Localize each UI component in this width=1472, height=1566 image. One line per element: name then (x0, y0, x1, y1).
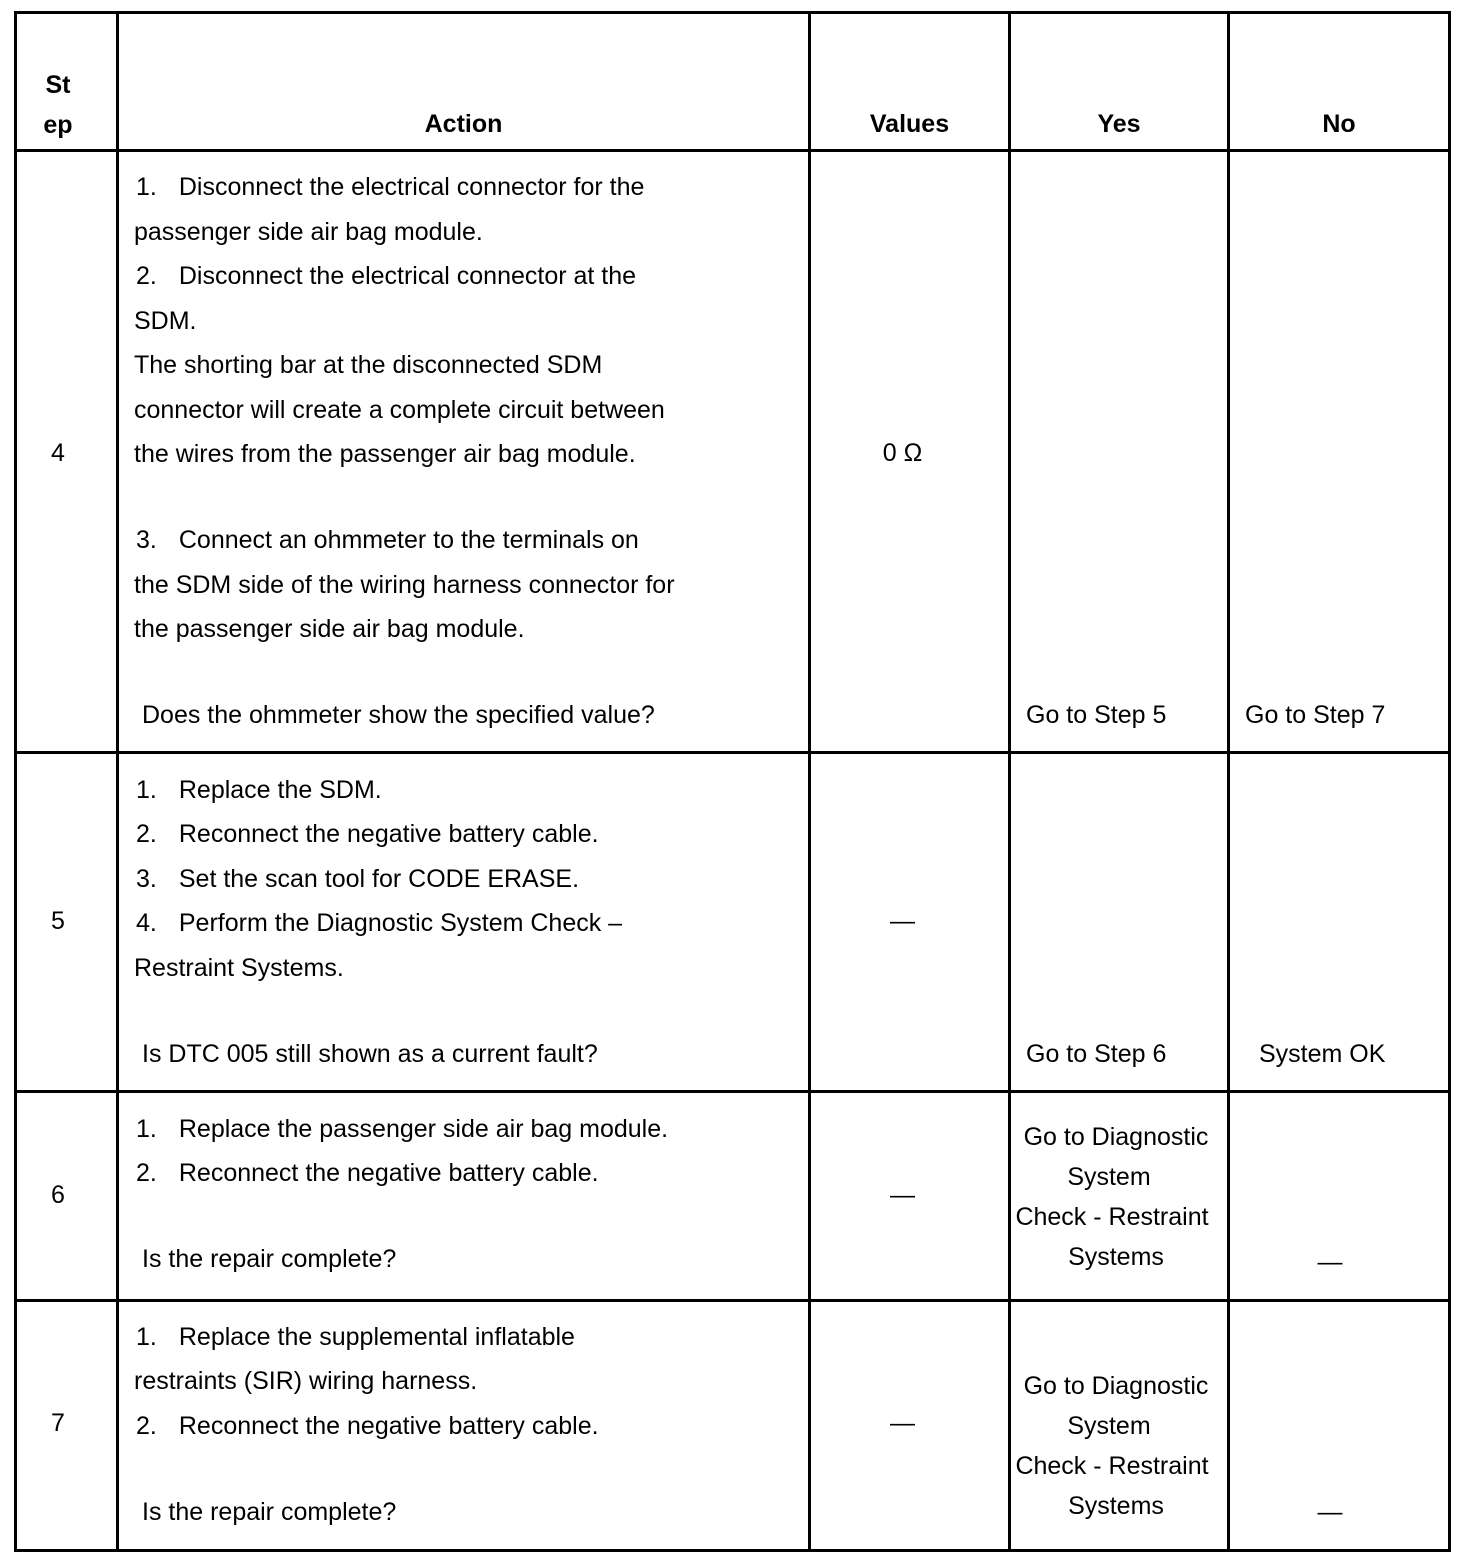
yes-result-line: Systems (1068, 1492, 1164, 1520)
action-text: Replace the passenger side air bag module. (178, 1115, 669, 1143)
step-number: 7 (51, 1409, 65, 1437)
row-divider (14, 751, 1451, 754)
action-line (136, 173, 644, 201)
action-question: Is the repair complete? (142, 1245, 397, 1273)
diagnostic-table (14, 11, 1451, 1552)
table-border-bottom (14, 1549, 1451, 1552)
action-text: Reconnect the negative battery cable. (178, 1159, 599, 1187)
action-line (136, 865, 579, 893)
list-number: 1. (136, 173, 157, 201)
action-text: Disconnect the electrical connector at the (178, 262, 637, 290)
header-divider (14, 149, 1451, 152)
action-line (136, 526, 639, 554)
yes-result: Go to Step 6 (1026, 1040, 1167, 1068)
list-number: 3. (136, 865, 157, 893)
action-text: Connect an ohmmeter to the terminals on (178, 526, 639, 554)
action-text: Replace the supplemental inflatable (178, 1323, 575, 1351)
header-action: Action (424, 110, 503, 138)
action-line: connector will create a complete circuit between (134, 396, 665, 424)
action-line (136, 1115, 668, 1143)
yes-result-line: System (1067, 1163, 1151, 1191)
yes-result-line: Go to Diagnostic (1023, 1123, 1209, 1151)
action-text: Set the scan tool for CODE ERASE. (178, 865, 580, 893)
spec-value: — (890, 1181, 915, 1209)
step-number: 5 (51, 907, 65, 935)
action-text: Replace the SDM. (178, 776, 382, 804)
row-divider (14, 1090, 1451, 1093)
yes-result-line: Systems (1068, 1243, 1164, 1271)
action-line: the passenger side air bag module. (134, 615, 525, 643)
action-line: passenger side air bag module. (134, 218, 483, 246)
action-line (136, 1159, 599, 1187)
step-number: 4 (51, 439, 65, 467)
no-result: System OK (1259, 1040, 1386, 1068)
action-line: the SDM side of the wiring harness connector for (134, 571, 675, 599)
yes-result (1011, 1117, 1221, 1277)
list-number: 3. (136, 526, 157, 554)
list-number: 1. (136, 776, 157, 804)
action-question: Is the repair complete? (142, 1498, 397, 1526)
row-divider (14, 1299, 1451, 1302)
header-step-line2: ep (43, 111, 73, 139)
list-number: 2. (136, 1159, 157, 1187)
action-line: The shorting bar at the disconnected SDM (134, 351, 603, 379)
list-number: 2. (136, 262, 157, 290)
action-line (136, 1412, 599, 1440)
action-line: Restraint Systems. (134, 954, 344, 982)
list-number: 1. (136, 1323, 157, 1351)
column-divider (116, 11, 119, 1552)
action-line (136, 1323, 575, 1351)
spec-value: — (890, 907, 915, 935)
step-number: 6 (51, 1181, 65, 1209)
header-step (18, 71, 98, 139)
no-result: Go to Step 7 (1245, 701, 1386, 729)
action-line: the wires from the passenger air bag module. (134, 440, 636, 468)
yes-result-line: Go to Diagnostic (1023, 1372, 1209, 1400)
action-question: Does the ohmmeter show the specified value? (142, 701, 655, 729)
list-number: 1. (136, 1115, 157, 1143)
column-divider (1008, 11, 1011, 1552)
header-no: No (1322, 110, 1356, 138)
action-question: Is DTC 005 still shown as a current fault? (142, 1040, 598, 1068)
yes-result: Go to Step 5 (1026, 701, 1167, 729)
action-text: Disconnect the electrical connector for the (178, 173, 645, 201)
spec-value: 0 Ω (882, 439, 923, 467)
yes-result-line: Check - Restraint (1015, 1203, 1209, 1231)
yes-result-line: Check - Restraint (1015, 1452, 1209, 1480)
action-line (136, 909, 622, 937)
header-step-line1: St (45, 71, 71, 99)
column-divider (808, 11, 811, 1552)
list-number: 2. (136, 820, 157, 848)
no-result: — (1317, 1248, 1343, 1276)
list-number: 2. (136, 1412, 157, 1440)
spec-value: — (890, 1409, 915, 1437)
action-line (136, 820, 599, 848)
action-line (136, 262, 636, 290)
no-result: — (1317, 1498, 1343, 1526)
yes-result (1011, 1366, 1221, 1526)
action-line: SDM. (134, 307, 197, 335)
table-border-right (1448, 11, 1451, 1552)
header-values: Values (869, 110, 950, 138)
table-border-left (14, 11, 17, 1552)
action-text: Reconnect the negative battery cable. (178, 1412, 599, 1440)
column-divider (1227, 11, 1230, 1552)
header-yes: Yes (1097, 110, 1141, 138)
list-number: 4. (136, 909, 157, 937)
yes-result-line: System (1067, 1412, 1151, 1440)
action-line: restraints (SIR) wiring harness. (134, 1367, 478, 1395)
table-border-top (14, 11, 1451, 14)
action-text: Reconnect the negative battery cable. (178, 820, 599, 848)
action-text: Perform the Diagnostic System Check – (178, 909, 623, 937)
action-line (136, 776, 382, 804)
